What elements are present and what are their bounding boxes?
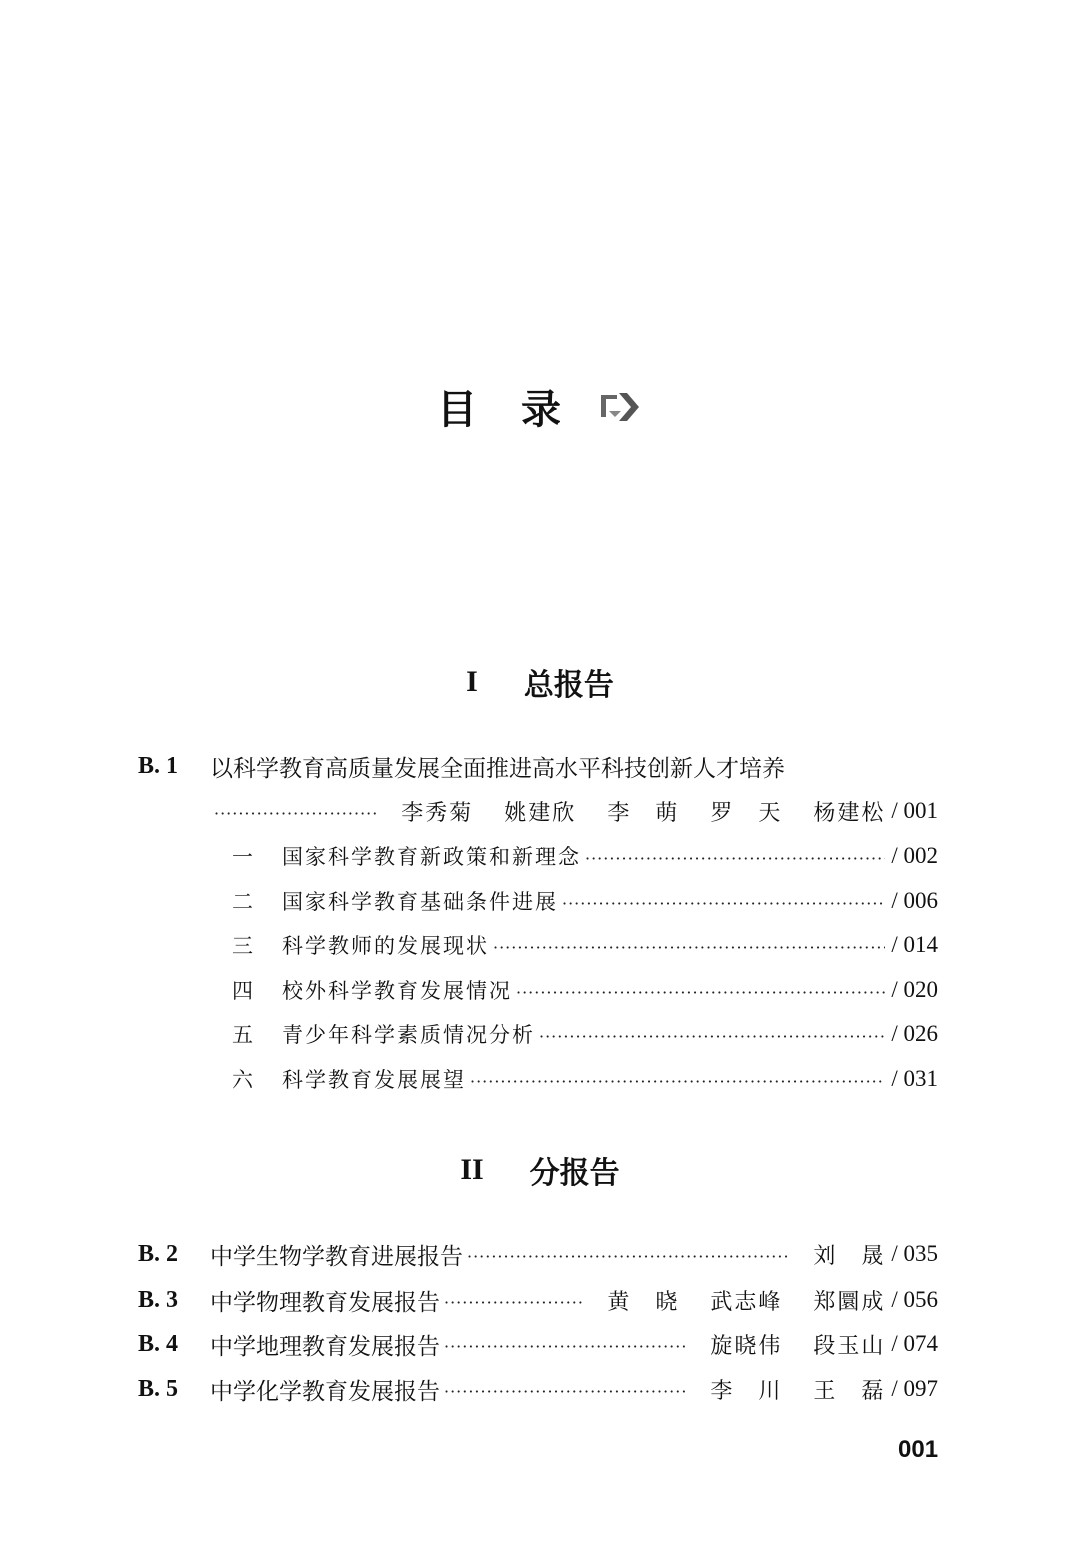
author: 刘 晟 [813, 1243, 886, 1269]
page-ref: / 001 [891, 798, 938, 823]
leader-dots [535, 1027, 885, 1046]
part-heading-1 [0, 660, 1080, 704]
toc-subentry[interactable] [232, 972, 938, 1008]
book-logo-icon [597, 387, 643, 427]
part-numeral: I [466, 665, 478, 698]
page-ref: / 002 [891, 843, 938, 868]
author: 旋晓伟 [710, 1333, 783, 1359]
section-number: 四 [232, 979, 253, 1003]
leader-dots [489, 938, 885, 957]
section-number: 五 [232, 1023, 253, 1047]
page-ref: / 026 [891, 1021, 938, 1046]
entry-title: 中学化学教育发展报告 [210, 1378, 440, 1405]
author: 段玉山 [813, 1333, 886, 1359]
author: 罗 天 [710, 800, 783, 826]
entry-title: 中学生物学教育进展报告 [210, 1243, 463, 1270]
part-label: 分报告 [529, 1156, 620, 1191]
toc-entry-b3[interactable] [138, 1282, 938, 1318]
entry-code: B. 3 [138, 1286, 179, 1313]
entry-authors [791, 1239, 885, 1270]
section-title: 国家科学教育基础条件进展 [282, 890, 558, 914]
entry-authors [688, 1374, 885, 1405]
toc-subentry[interactable] [232, 883, 938, 919]
section-title: 校外科学教育发展情况 [282, 979, 512, 1003]
page-ref: / 020 [891, 977, 938, 1002]
author: 王 磊 [813, 1378, 886, 1404]
author: 黄 晓 [607, 1289, 680, 1315]
page-ref: / 035 [891, 1241, 938, 1266]
part-label: 总报告 [523, 668, 614, 703]
leader-dots [210, 804, 379, 823]
toc-title-char-2: 录 [521, 386, 561, 433]
page-ref: / 031 [891, 1066, 938, 1091]
author: 姚建欣 [504, 800, 577, 826]
leader-dots [581, 849, 885, 868]
toc-subentry[interactable] [232, 838, 938, 874]
section-number: 六 [232, 1068, 253, 1092]
toc-title [0, 378, 1080, 435]
section-title: 科学教育发展展望 [282, 1068, 466, 1092]
toc-title-char-1: 目 [437, 386, 477, 433]
section-title: 青少年科学素质情况分析 [282, 1023, 535, 1047]
leader-dots [463, 1247, 791, 1266]
page-ref: / 006 [891, 888, 938, 913]
leader-dots [512, 983, 885, 1002]
part-heading-2 [0, 1148, 1080, 1192]
entry-authors [379, 796, 885, 827]
page-ref: / 014 [891, 932, 938, 957]
entry-authors [585, 1285, 885, 1316]
section-title: 国家科学教育新政策和新理念 [282, 845, 581, 869]
entry-title: 中学地理教育发展报告 [210, 1333, 440, 1360]
toc-subentry[interactable] [232, 927, 938, 963]
entry-authors [688, 1329, 885, 1360]
entry-title: 以科学教育高质量发展全面推进高水平科技创新人才培养 [210, 755, 785, 782]
entry-title: 中学物理教育发展报告 [210, 1289, 440, 1316]
toc-subentry[interactable] [232, 1061, 938, 1097]
page-ref: / 074 [891, 1331, 938, 1356]
author: 李 萌 [607, 800, 680, 826]
page-ref: / 097 [891, 1376, 938, 1401]
page-number: 001 [898, 1436, 939, 1463]
b1-author-line [210, 793, 938, 829]
toc-entry-b2[interactable] [138, 1236, 938, 1272]
page-ref: / 056 [891, 1287, 938, 1312]
section-number: 二 [232, 890, 253, 914]
part-numeral: II [460, 1153, 484, 1186]
entry-code: B. 5 [138, 1375, 179, 1402]
toc-entry-b4[interactable] [138, 1326, 938, 1362]
entry-code: B. 1 [138, 752, 179, 779]
leader-dots [466, 1072, 885, 1091]
entry-code: B. 4 [138, 1330, 179, 1357]
leader-dots [440, 1382, 688, 1401]
section-title: 科学教师的发展现状 [282, 934, 489, 958]
author: 李秀菊 [401, 800, 474, 826]
leader-dots [558, 894, 885, 913]
author: 杨建松 [813, 800, 886, 826]
toc-entry-b1[interactable] [138, 748, 938, 784]
leader-dots [440, 1293, 585, 1312]
leader-dots [440, 1337, 688, 1356]
author: 李 川 [710, 1378, 783, 1404]
toc-subentry[interactable] [232, 1016, 938, 1052]
author: 武志峰 [710, 1289, 783, 1315]
author: 郑圜成 [813, 1289, 886, 1315]
toc-entry-b5[interactable] [138, 1371, 938, 1407]
section-number: 三 [232, 934, 253, 958]
entry-code: B. 2 [138, 1240, 179, 1267]
section-number: 一 [232, 845, 253, 869]
